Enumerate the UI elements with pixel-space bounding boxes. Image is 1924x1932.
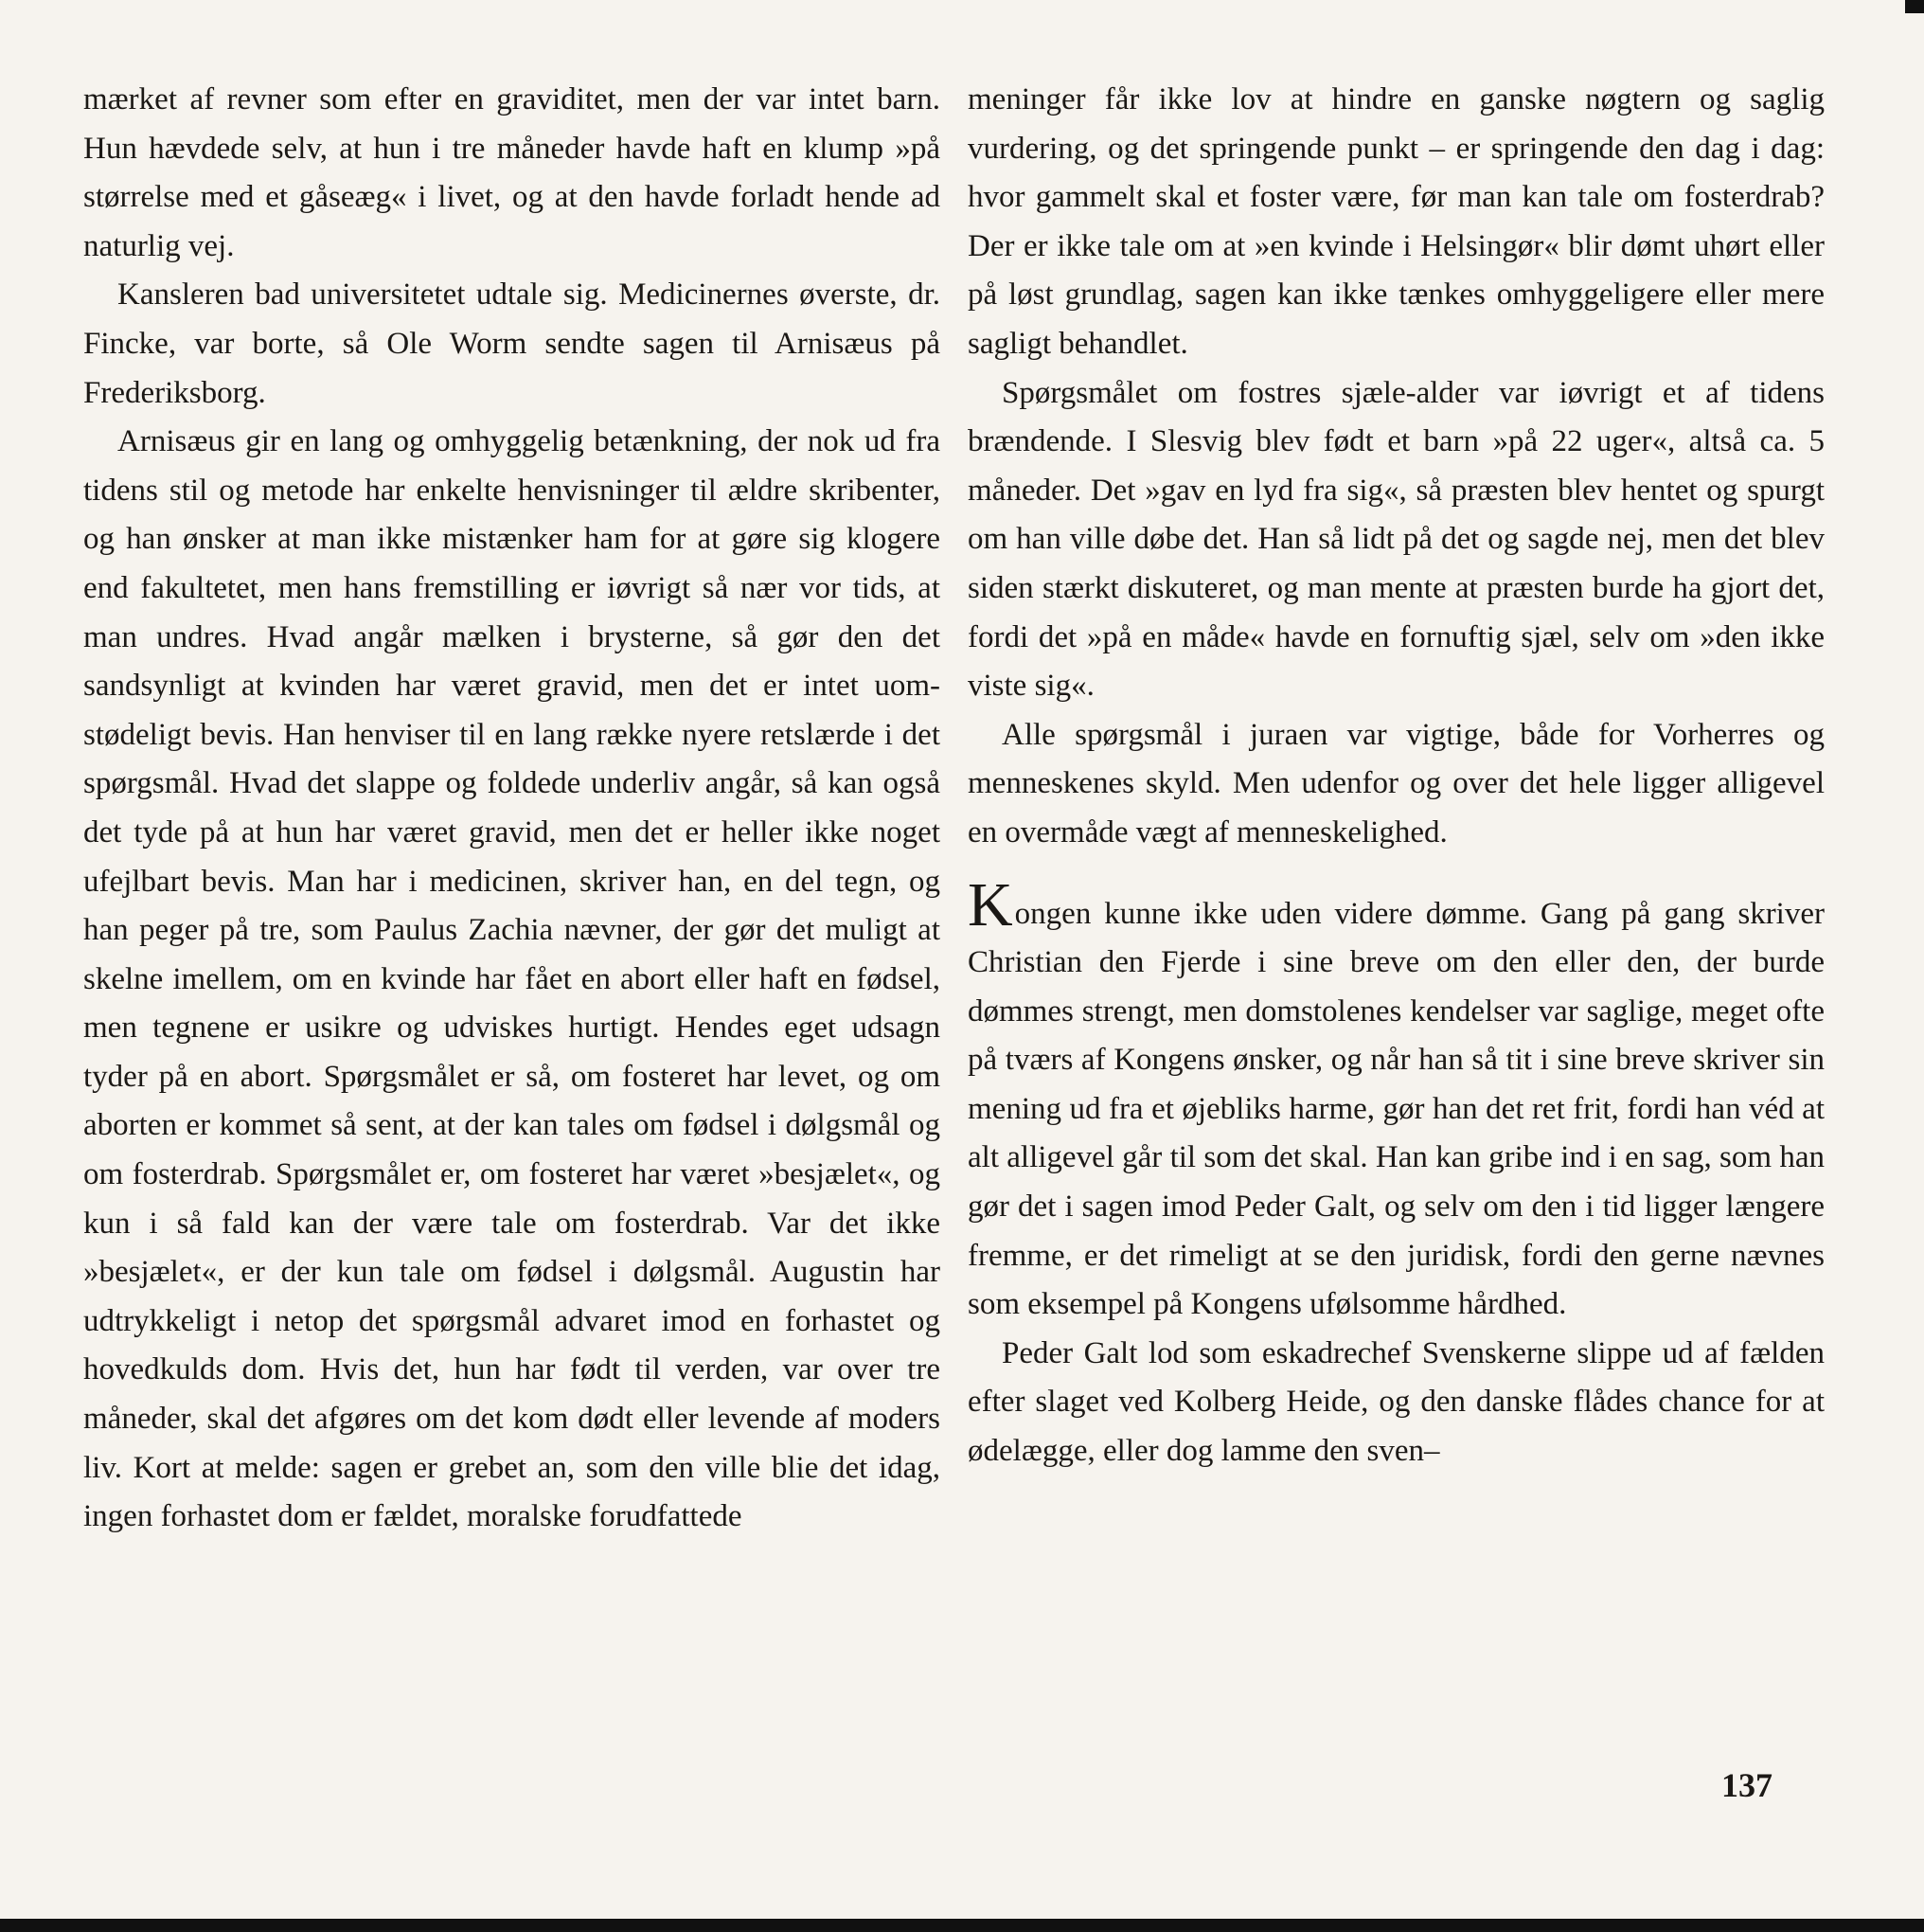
chapter-opening-paragraph xyxy=(968,869,1825,1330)
paragraph: mærket af revner som efter en graviditet, men der var intet barn. Hun hævdede selv, at hun i tre måneder havde haft en klump »på størrelse med et gåseæg« i livet, og at den havde forladt hende ad naturlig vej. xyxy=(83,82,940,263)
left-text-column xyxy=(83,76,940,1542)
paragraph: Peder Galt lod som eskadrechef Svenskerne slippe ud af fælden efter slaget ved Kolberg Heide, og den danske flådes chance for at ødelægge, eller dog lamme den sven– xyxy=(968,1335,1825,1469)
drop-cap-initial: K xyxy=(968,869,1013,939)
paragraph: Kansleren bad universitetet udtale sig. Medicinernes øverste, dr. Fincke, var borte, så Ole Worm sendte sagen til Arnisæus på Frederiksborg. xyxy=(83,277,940,410)
chapter-paragraph-text: ongen kunne ikke uden videre dømme. Gang på gang skriver Christian den Fjerde i sine breve om den eller den, der burde dømmes strengt, men domstolenes kendelser var saglige, meget ofte på tværs af Kongens ønsker, og når han så tit i sine breve skriver sin mening ud fra et øjebliks harme, gør han det ret frit, fordi han véd at alt alligevel går til som det skal. Han kan gribe ind i en sag, som han gør det i sagen imod Peder Galt, og selv om den i tid ligger længere fremme, er det rimeligt at se den juridisk, fordi den gerne nævnes som eksempel på Kongens ufølsomme hårdhed. xyxy=(968,896,1825,1322)
paragraph: Alle spørgsmål i juraen var vigtige, både for Vorherres og menneskenes skyld. Men udenfor og over det hele ligger alligevel en overmåde vægt af menneskelighed. xyxy=(968,717,1825,850)
scan-bottom-edge xyxy=(0,1919,1924,1932)
right-text-column xyxy=(968,76,1825,1476)
paragraph: meninger får ikke lov at hindre en ganske nøgtern og saglig vurdering, og det springende punkt – er springende den dag i dag: hvor gammelt skal et foster være, før man kan tale om fosterdrab? Der er ikke tale om at »en kvinde i Helsingør« blir dømt uhørt eller på løst grundlag, sagen kan ikke tænkes omhyggeligere eller mere sagligt behandlet. xyxy=(968,82,1825,361)
paragraph: Arnisæus gir en lang og omhyggelig betænkning, der nok ud fra tidens stil og metode har enkelte henvisninger til ældre skribenter, og han ønsker at man ikke mistænker ham for at gøre sig klogere end fakultetet, men hans fremstilling er iøvrigt så nær vor tids, at man undres. Hvad angår mælken i brysterne, så gør den det sandsynligt at kvinden har været gravid, men det er intet uomstødeligt bevis. Han henviser til en lang række nyere retslærde i det spørgsmål. Hvad det slappe og foldede underliv angår, så kan også det tyde på at hun har været gravid, men det er heller ikke noget ufejlbart bevis. Man har i medicinen, skriver han, en del tegn, og han peger på tre, som Paulus Zachia nævner, der gør det muligt at skelne imellem, om en kvinde har fået en abort eller haft en fødsel, men tegnene er usikre og udviskes hurtigt. Hendes eget udsagn tyder på en abort. Spørgsmålet er så, om fosteret har levet, og om aborten er kommet så sent, at der kan tales om fødsel i dølgsmål og om fosterdrab. Spørgsmålet er, om fosteret har været »besjælet«, og kun i så fald kan der være tale om fosterdrab. Var det ikke »besjælet«, er der kun tale om fødsel i dølgsmål. Augustin har udtrykkeligt i netop det spørgsmål advaret imod en forhastet og hovedkulds dom. Hvis det, hun har født til verden, var over tre måneder, skal det afgøres om det kom dødt eller levende af moders liv. Kort at melde: sagen er grebet an, som den ville blie det idag, ingen forhastet dom er fældet, moralske forudfattede xyxy=(83,424,940,1534)
scan-edge-mark xyxy=(1905,0,1924,13)
paragraph: Spørgsmålet om fostres sjæle-alder var iøvrigt et af tidens brændende. I Slesvig blev født et barn »på 22 uger«, altså ca. 5 måneder. Det »gav en lyd fra sig«, så præsten blev hentet og spurgt om han ville døbe det. Han så lidt på det og sagde nej, men det blev siden stærkt diskuteret, og man mente at præsten burde ha gjort det, fordi det »på en måde« havde en fornuftig sjæl, selv om »den ikke viste sig«. xyxy=(968,375,1825,704)
page-number: 137 xyxy=(1721,1766,1773,1804)
